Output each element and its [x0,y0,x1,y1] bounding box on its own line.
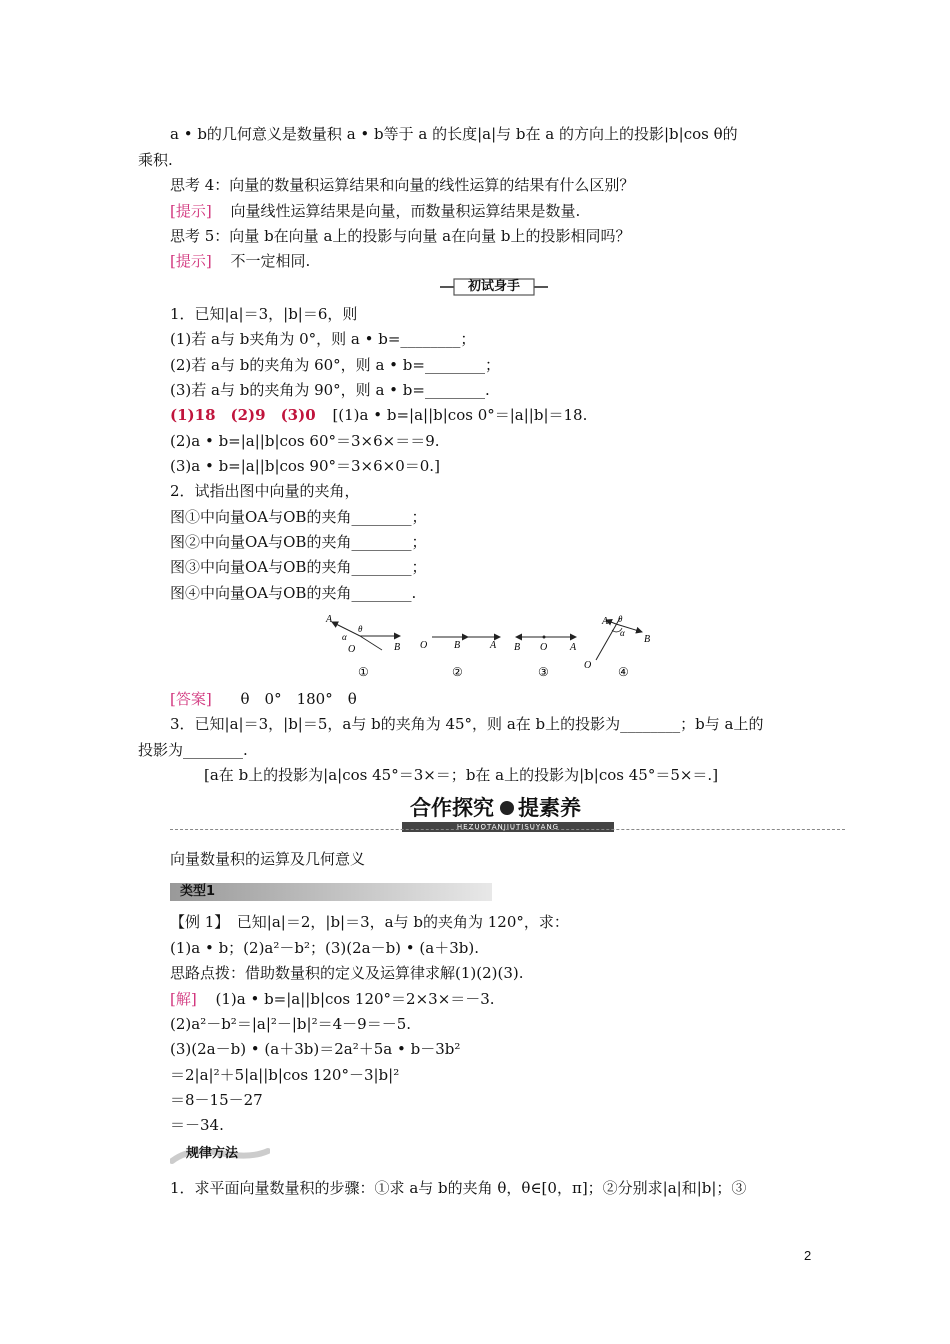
section-banner [402,794,614,834]
answer-line [170,689,357,709]
method-banner [170,1143,270,1165]
text-line: [a在 b上的投影为|a|cos 45°＝3×＝；b在 a上的投影为|b|cos 45°＝5×＝.] [204,766,719,784]
type-label: 类型1 [180,884,216,899]
label-num-1: ① [358,665,369,679]
text-line: 图③中向量OA与OB的夹角________； [170,558,427,576]
text-line: ＝－34. [170,1116,224,1134]
solution-line [170,989,495,1009]
label-B: B [394,642,401,653]
text-line: 思考 5：向量 b在向量 a上的投影与向量 a在向量 b上的投影相同吗？ [170,227,631,245]
label-num-4: ④ [618,665,629,679]
text-line: ＝8－15－27 [170,1091,263,1109]
label-A: A [490,640,497,651]
label-O: O [420,640,428,651]
label-B: B [454,640,461,651]
section-divider [170,829,845,830]
figure-4 [584,614,650,679]
text-line: 1．已知|a|＝3，|b|＝6，则 [170,305,358,323]
figure-3 [514,636,577,680]
answer-line [170,405,587,425]
text-line: 思路点拨：借助数量积的定义及运算律求解(1)(2)(3). [170,964,524,982]
text-line: (3)(2a－b) • (a＋3b)＝2a²＋5a • b－3b² [170,1040,461,1058]
hint-line [170,201,580,221]
label-B: B [514,642,521,653]
text-line: 投影为________. [138,741,248,759]
text-line: (2)a • b=|a||b|cos 60°＝3×6×＝＝9. [170,432,440,450]
figure-1 [325,614,400,679]
label-theta: θ [358,624,363,634]
text-line: (1)若 a与 b夹角为 0°，则 a • b=________； [170,330,476,348]
label-A: A [326,614,333,625]
hint-tag: [提示] [170,252,212,270]
hint-line [170,251,310,271]
solution-tag: [解] [170,990,197,1008]
text-line: (1)a • b；(2)a²－b²；(3)(2a－b) • (a＋3b). [170,939,479,957]
method-label: 规律方法 [186,1146,239,1161]
label-O: O [584,660,592,671]
label-num-2: ② [452,665,463,679]
text-line: 图①中向量OA与OB的夹角________； [170,508,427,526]
solution-text: (1)a • b=|a||b|cos 120°＝2×3×＝－3. [215,990,495,1008]
text-line: 【例 1】 已知|a|＝2，|b|＝3，a与 b的夹角为 120°，求： [170,913,569,931]
section-title-main: 合作探究 [410,796,494,820]
arrow-circle-icon [500,801,514,815]
text-line: (2)a²－b²＝|a|²－|b|²＝4－9＝－5. [170,1015,412,1033]
answer-detail: [(1)a • b=|a||b|cos 0°＝|a||b|＝18. [332,406,588,424]
text-line: 思考 4：向量的数量积运算结果和向量的线性运算的结果有什么区别？ [170,176,635,194]
try-banner-label: 初试身手 [467,279,520,294]
text-line: a • b的几何意义是数量积 a • b等于 a 的长度|a|与 b在 a 的方向上的投影|b|cos θ的 [170,125,738,143]
label-A: A [602,616,609,627]
label-O: O [348,644,356,655]
label-alpha: α [620,628,625,638]
hint-tag: [提示] [170,202,212,220]
answer-tag: [答案] [170,690,212,708]
text-line: 1．求平面向量数量积的步骤：①求 a与 b的夹角 θ，θ∈[0，π]；②分别求|a|和|b|；③ [170,1179,747,1197]
text-line: 图④中向量OA与OB的夹角________. [170,584,417,602]
vector-angle-figure [320,610,665,685]
label-A: A [570,642,577,653]
label-alpha: α [342,632,347,642]
type-bar [170,883,492,901]
text-line: 2．试指出图中向量的夹角， [170,482,360,500]
text-line: ＝2|a|²＋5|a||b|cos 120°－3|b|² [170,1066,400,1084]
hint-text: 向量线性运算结果是向量，而数量积运算结果是数量. [230,202,581,220]
text-line: (3)a • b=|a||b|cos 90°＝3×6×0＝0.] [170,457,440,475]
answer-text: θ 0° 180° θ [240,690,357,708]
label-theta: θ [618,614,623,624]
label-B: B [644,634,651,645]
answer-values: (1)18 (2)9 (3)0 [170,406,316,424]
page-number: 2 [804,1248,812,1263]
try-banner [440,278,548,296]
label-O: O [540,642,548,653]
text-line: 乘积. [138,151,173,169]
hint-text: 不一定相同. [230,252,311,270]
text-line: 图②中向量OA与OB的夹角________； [170,533,427,551]
figure-2 [420,637,500,679]
section-title-sub: 提素养 [518,796,581,820]
section-pinyin: HEZUOTANJIUTISUYANG [402,822,614,832]
label-num-3: ③ [538,665,549,679]
text-line: (2)若 a与 b的夹角为 60°，则 a • b=________； [170,356,500,374]
text-line: 3．已知|a|＝3，|b|＝5，a与 b的夹角为 45°，则 a在 b上的投影为________；b与 a上的 [170,715,764,733]
text-line: (3)若 a与 b的夹角为 90°，则 a • b=________. [170,381,490,399]
section-heading: 向量数量积的运算及几何意义 [170,850,366,868]
